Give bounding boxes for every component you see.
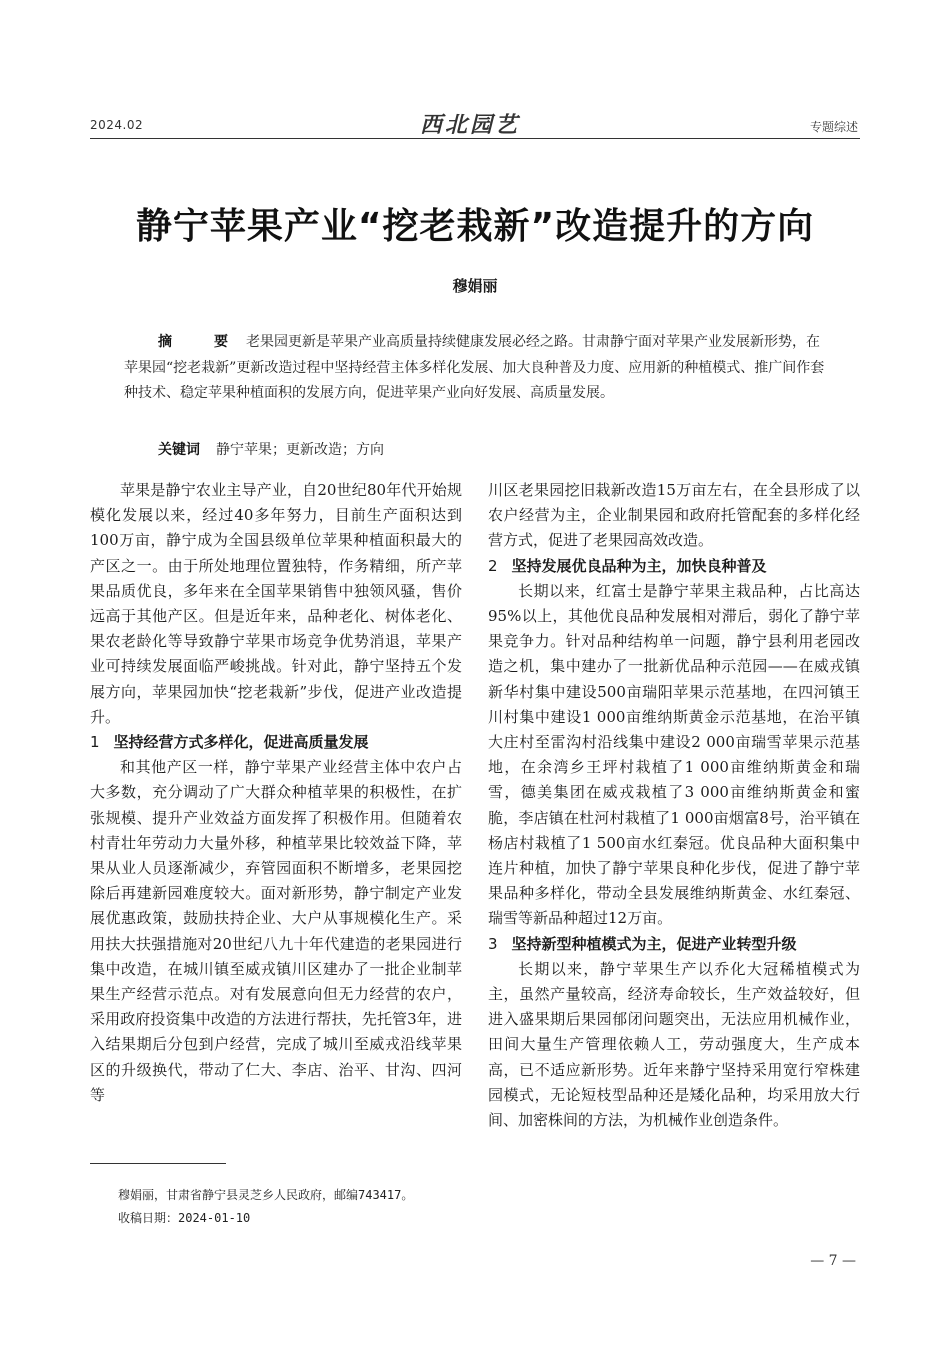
- intro-paragraph: 苹果是静宁农业主导产业，自20世纪80年代开始规模化发展以来，经过40多年努力，目前生产面积达到100万亩，静宁成为全国县级单位苹果种植面积最大的产区之一。由于所处地理位置独特，作务精细，所产苹果品质优良，多年来在全国苹果销售中独领风骚，售价远高于其他产区。但是近年来，品种老化、树体老化、果农老龄化等导致静宁苹果市场竞争优势消退，苹果产业可持续发展面临严峻挑战。针对此，静宁坚持五个发展方向，苹果园加快“挖老栽新”步伐，促进产业改造提升。: [90, 481, 462, 726]
- section-1-title: 坚持经营方式多样化，促进高质量发展: [113, 733, 369, 752]
- section-label: 专题综述: [809, 120, 858, 134]
- footnote-rule: [90, 1163, 226, 1164]
- header-rule: [90, 138, 860, 139]
- footnote-author-info: 穆娟丽，甘肃省静宁县灵芝乡人民政府，邮编743417。: [118, 1188, 414, 1202]
- keywords-label: 关键词: [158, 442, 200, 458]
- section-3-number: 3: [488, 934, 498, 953]
- abstract-text: 老果园更新是苹果产业高质量持续健康发展必经之路。甘肃静宁面对苹果产业发展新形势，在苹果园“挖老栽新”更新改造过程中坚持经营主体多样化发展、加大良种普及力度、应用新的种植模式、推广间作套种技术、稳定苹果种植面积的发展方向，促进苹果产业向好发展、高质量发展。: [124, 334, 825, 401]
- keywords: [158, 439, 384, 459]
- section-2-paragraph: 长期以来，红富士是静宁苹果主栽品种，占比高达95%以上，其他优良品种发展相对滞后，弱化了静宁苹果竞争力。针对品种结构单一问题，静宁县利用老园改造之机，集中建办了一批新优品种示范园——在威戎镇新华村集中建设500亩瑞阳苹果示范基地，在四河镇王川村集中建设1 000亩维纳斯黄金示范基地，在治平镇大庄村至雷沟村沿线集中建设2 000亩瑞雪苹果示范基地，在余湾乡王坪村栽植了1 000亩维纳斯黄金和瑞雪，德美集团在威戎栽植了3 000亩维纳斯黄金和蜜脆，李店镇在杜河村栽植了1 000亩烟富8号，治平镇在杨店村栽植了1 500亩水红秦冠。优良品种大面积集中连片种植，加快了静宁苹果良种化步伐，促进了静宁苹果品种多样化，带动全县发展维纳斯黄金、水红秦冠、瑞雪等新品种超过12万亩。: [488, 581, 860, 928]
- keywords-text: 静宁苹果；更新改造；方向: [216, 442, 384, 458]
- page-number: — 7 —: [810, 1253, 856, 1269]
- footnote: [118, 1184, 413, 1230]
- journal-logo: 西北园艺: [420, 112, 521, 138]
- abstract-label: 摘 要: [158, 334, 242, 350]
- section-3-title: 坚持新型种植模式为主，促进产业转型升级: [511, 934, 797, 953]
- abstract: [124, 330, 830, 407]
- section-2-title: 坚持发展优良品种为主，加快良种普及: [511, 556, 767, 575]
- section-1-number: 1: [90, 733, 100, 752]
- section-3-paragraph: 长期以来，静宁苹果生产以乔化大冠稀植模式为主，虽然产量较高，经济寿命较长，生产效益较好，但进入盛果期后果园郁闭问题突出，无法应用机械作业，田间大量生产管理依赖人工，劳动强度大，生产成本高，已不适应新形势。近年来静宁坚持采用宽行窄株建园模式，无论短枝型品种还是矮化品种，均采用放大行间、加密株间的方法，为机械作业创造条件。: [488, 959, 860, 1130]
- issue-date: 2024.02: [90, 118, 144, 132]
- article-author: 穆娟丽: [452, 277, 498, 295]
- right-column: [488, 478, 860, 1133]
- footnote-received-date: 收稿日期：2024-01-10: [118, 1211, 251, 1225]
- section-3-heading: [488, 932, 860, 957]
- section-1-paragraph: 和其他产区一样，静宁苹果产业经营主体中农户占大多数，充分调动了广大群众种植苹果的积极性，在扩张规模、提升产业效益方面发挥了积极作用。但随着农村青壮年劳动力大量外移，种植苹果比较效益下降，苹果从业人员逐渐减少，弃管园面积不断增多，老果园挖除后再建新园难度较大。面对新形势，静宁制定产业发展优惠政策，鼓励扶持企业、大户从事规模化生产。采用扶大扶强措施对20世纪八九十年代建造的老果园进行集中改造，在城川镇至威戎镇川区建办了一批企业制苹果生产经营示范点。对有发展意向但无力经营的农户，采用政府投资集中改造的方法进行帮扶，先托管3年，进入结果期后分包到户经营，完成了城川至威戎沿线苹果区的升级换代，带动了仁大、李店、治平、甘沟、四河等: [90, 758, 462, 1104]
- article-title: 静宁苹果产业“挖老栽新”改造提升的方向: [135, 206, 815, 247]
- section-1-paragraph-continued: 川区老果园挖旧栽新改造15万亩左右，在全县形成了以农户经营为主，企业制果园和政府托管配套的多样化经营方式，促进了老果园高效改造。: [488, 481, 860, 550]
- left-column: [90, 478, 462, 1108]
- section-2-number: 2: [488, 556, 498, 575]
- section-1-heading: [90, 730, 462, 755]
- section-2-heading: [488, 554, 860, 579]
